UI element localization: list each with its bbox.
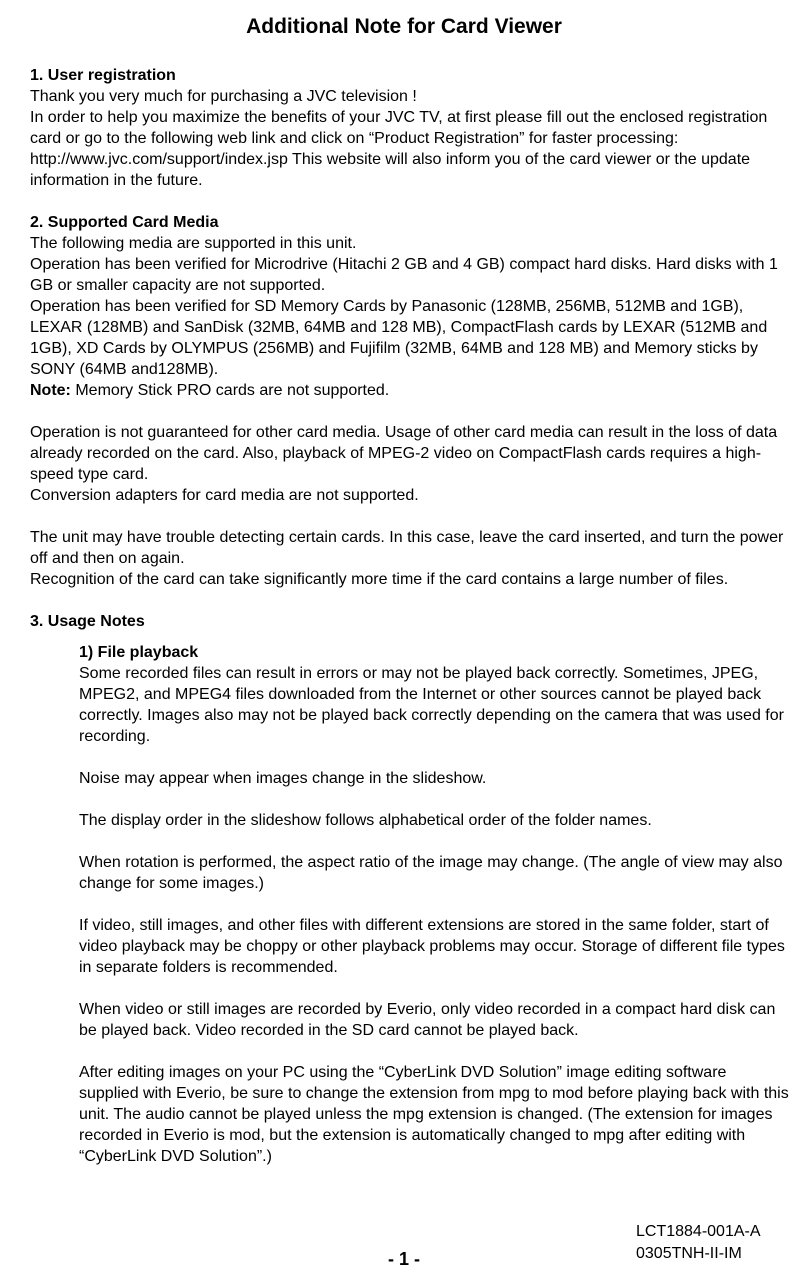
note-paragraph [30,380,790,401]
paragraph: When video or still images are recorded by Everio, only video recorded in a compact hard disk can be played back. Video recorded in the SD card cannot be played back. [79,1001,776,1039]
paragraph: Conversion adapters for card media are not supported. [30,487,419,504]
paragraph: After editing images on your PC using the “CyberLink DVD Solution” image editing software supplied with Everio, be sure to change the extension from mpg to mod before playing back with this unit. The audio cannot be played unless the mpg extension is changed. (The extension for images recorded in Everio is mod, but the extension is automatically changed to mpg after editing with “CyberLink DVD Solution”.) [79,1064,789,1165]
section-heading-usage-notes: 3. Usage Notes [30,613,145,630]
document-body [30,65,790,1167]
note-text: Memory Stick PRO cards are not supported. [70,382,390,399]
document-code-line: LCT1884-001A-A [636,1223,761,1240]
paragraph: Thank you very much for purchasing a JVC television ! [30,88,417,105]
paragraph: The unit may have trouble detecting certain cards. In this case, leave the card inserted, and turn the power off and then on again. [30,529,784,567]
document-code-line: 0305TNH-II-IM [636,1245,742,1262]
section-heading-supported-card-media: 2. Supported Card Media [30,214,219,231]
paragraph: If video, still images, and other files with different extensions are stored in the same folder, start of video playback may be choppy or other playback problems may occur. Storage of different file types in separate folders is recommended. [79,917,785,976]
paragraph: The display order in the slideshow follows alphabetical order of the folder names. [79,812,652,829]
paragraph: Noise may appear when images change in the slideshow. [79,770,487,787]
paragraph: Operation has been verified for SD Memory Cards by Panasonic (128MB, 256MB, 512MB and 1GB), LEXAR (128MB) and SanDisk (32MB, 64MB and 128 MB), CompactFlash cards by LEXAR (512MB and 1GB), XD Cards by OLYMPUS (256MB) and Fujifilm (32MB, 64MB and 128 MB) and Memory sticks by SONY (64MB and128MB). [30,298,768,378]
paragraph: Operation is not guaranteed for other card media. Usage of other card media can result in the loss of data already recorded on the card. Also, playback of MPEG-2 video on CompactFlash cards requires a high-speed type card. [30,424,778,483]
note-label: Note: [30,382,71,399]
paragraph: The following media are supported in this unit. [30,235,357,252]
paragraph: In order to help you maximize the benefits of your JVC TV, at first please fill out the enclosed registration card or go to the following web link and click on “Product Registration” for faster processing: http://www.jvc.com/support/index.jsp This website will also inform you of the card viewer or the update information in the future. [30,109,768,189]
paragraph: Operation has been verified for Microdrive (Hitachi 2 GB and 4 GB) compact hard disks. Hard disks with 1 GB or smaller capacity are not supported. [30,256,778,294]
page-title: Additional Note for Card Viewer [246,15,562,38]
page-number: - 1 - [387,1249,420,1269]
paragraph: Recognition of the card can take significantly more time if the card contains a large number of files. [30,571,729,588]
subsection-heading-file-playback: 1) File playback [79,644,199,661]
usage-notes-body [79,642,790,1167]
paragraph: When rotation is performed, the aspect ratio of the image may change. (The angle of view may also change for some images.) [79,854,783,892]
section-heading-user-registration: 1. User registration [30,67,176,84]
paragraph: Some recorded files can result in errors or may not be played back correctly. Sometimes, JPEG, MPEG2, and MPEG4 files downloaded from the Internet or other sources cannot be played back correctly. Images also may not be played back correctly depending on the camera that was used for recording. [79,665,784,745]
